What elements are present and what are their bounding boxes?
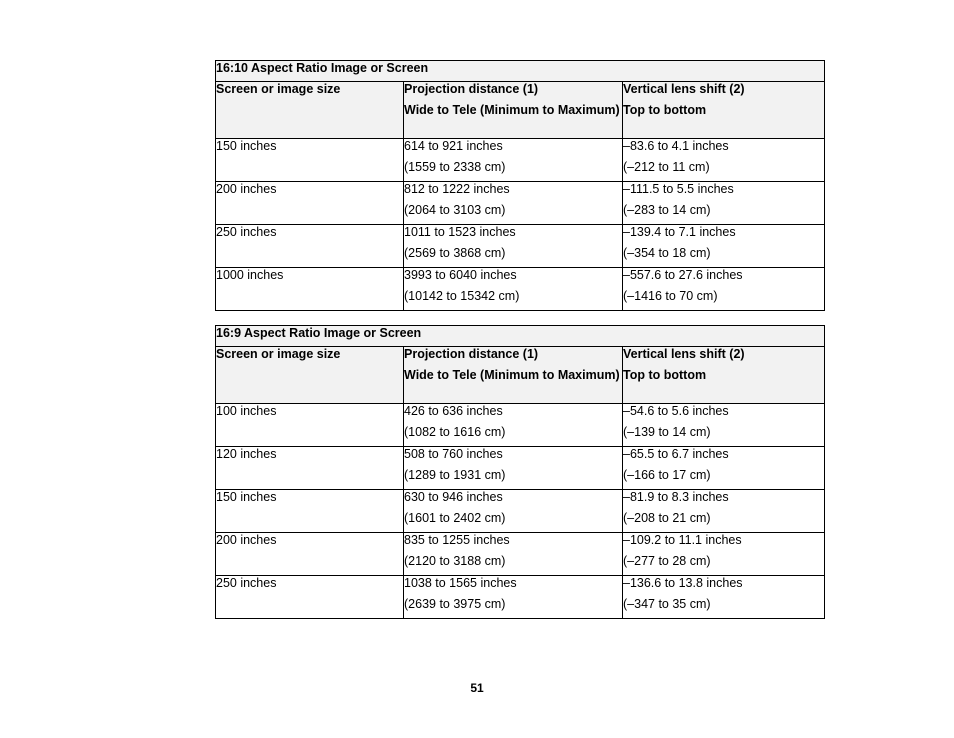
shift-inches: –557.6 to 27.6 inches <box>623 268 743 282</box>
shift-inches: –81.9 to 8.3 inches <box>623 490 729 504</box>
cell-distance <box>404 139 623 182</box>
distance-cm: (1559 to 2338 cm) <box>404 160 506 174</box>
cell-shift <box>623 533 825 576</box>
aspect-ratio-table-16-10 <box>215 60 825 311</box>
distance-inches: 3993 to 6040 inches <box>404 268 517 282</box>
table-header-row <box>216 82 825 139</box>
shift-cm: (–354 to 18 cm) <box>623 246 711 260</box>
cell-size: 1000 inches <box>216 268 404 311</box>
cell-distance <box>404 533 623 576</box>
cell-distance <box>404 268 623 311</box>
header-label: Vertical lens shift (2) <box>623 347 745 361</box>
distance-inches: 426 to 636 inches <box>404 404 503 418</box>
header-projection-distance <box>404 82 623 139</box>
header-label: Projection distance (1) <box>404 82 539 96</box>
table-row <box>216 139 825 182</box>
cell-distance <box>404 182 623 225</box>
shift-inches: –109.2 to 11.1 inches <box>623 533 742 547</box>
cell-shift <box>623 490 825 533</box>
cell-size: 200 inches <box>216 182 404 225</box>
cell-distance <box>404 447 623 490</box>
cell-shift <box>623 139 825 182</box>
distance-inches: 1038 to 1565 inches <box>404 576 517 590</box>
table-row <box>216 404 825 447</box>
table-row <box>216 225 825 268</box>
shift-inches: –54.6 to 5.6 inches <box>623 404 729 418</box>
distance-inches: 1011 to 1523 inches <box>404 225 516 239</box>
header-screen-size <box>216 347 404 404</box>
header-label: Screen or image size <box>216 82 341 96</box>
shift-cm: (–208 to 21 cm) <box>623 511 711 525</box>
distance-cm: (1601 to 2402 cm) <box>404 511 506 525</box>
cell-shift <box>623 576 825 619</box>
header-lens-shift <box>623 347 825 404</box>
shift-cm: (–277 to 28 cm) <box>623 554 711 568</box>
cell-size: 250 inches <box>216 576 404 619</box>
distance-cm: (2120 to 3188 cm) <box>404 554 506 568</box>
cell-size: 200 inches <box>216 533 404 576</box>
cell-shift <box>623 268 825 311</box>
table-title-row <box>216 61 825 82</box>
header-screen-size <box>216 82 404 139</box>
cell-shift <box>623 447 825 490</box>
shift-inches: –111.5 to 5.5 inches <box>623 182 734 196</box>
page-number: 51 <box>470 681 484 695</box>
shift-inches: –139.4 to 7.1 inches <box>623 225 736 239</box>
header-lens-shift <box>623 82 825 139</box>
distance-cm: (2064 to 3103 cm) <box>404 203 506 217</box>
header-sublabel: Top to bottom <box>623 368 707 382</box>
shift-cm: (–1416 to 70 cm) <box>623 289 718 303</box>
header-sublabel: Wide to Tele (Minimum to Maximum) <box>404 368 620 382</box>
shift-cm: (–166 to 17 cm) <box>623 468 711 482</box>
aspect-ratio-table-16-9 <box>215 325 825 619</box>
shift-inches: –136.6 to 13.8 inches <box>623 576 743 590</box>
cell-size: 100 inches <box>216 404 404 447</box>
shift-cm: (–139 to 14 cm) <box>623 425 711 439</box>
table-title-row <box>216 326 825 347</box>
shift-inches: –83.6 to 4.1 inches <box>623 139 729 153</box>
distance-cm: (10142 to 15342 cm) <box>404 289 520 303</box>
cell-distance <box>404 576 623 619</box>
cell-distance <box>404 225 623 268</box>
distance-inches: 614 to 921 inches <box>404 139 503 153</box>
header-label: Vertical lens shift (2) <box>623 82 745 96</box>
table-row <box>216 490 825 533</box>
cell-distance <box>404 404 623 447</box>
table-row <box>216 447 825 490</box>
shift-cm: (–347 to 35 cm) <box>623 597 711 611</box>
table-title: 16:10 Aspect Ratio Image or Screen <box>216 61 825 82</box>
cell-size: 120 inches <box>216 447 404 490</box>
cell-distance <box>404 490 623 533</box>
table-row <box>216 533 825 576</box>
cell-size: 150 inches <box>216 139 404 182</box>
distance-cm: (2569 to 3868 cm) <box>404 246 506 260</box>
shift-cm: (–283 to 14 cm) <box>623 203 711 217</box>
table-header-row <box>216 347 825 404</box>
table-row <box>216 268 825 311</box>
distance-inches: 812 to 1222 inches <box>404 182 510 196</box>
header-label: Projection distance (1) <box>404 347 539 361</box>
header-sublabel: Wide to Tele (Minimum to Maximum) <box>404 103 620 117</box>
cell-size: 150 inches <box>216 490 404 533</box>
shift-cm: (–212 to 11 cm) <box>623 160 710 174</box>
header-label: Screen or image size <box>216 347 341 361</box>
distance-inches: 835 to 1255 inches <box>404 533 510 547</box>
table-title: 16:9 Aspect Ratio Image or Screen <box>216 326 825 347</box>
header-projection-distance <box>404 347 623 404</box>
cell-shift <box>623 182 825 225</box>
cell-size: 250 inches <box>216 225 404 268</box>
table-row <box>216 576 825 619</box>
cell-shift <box>623 225 825 268</box>
distance-cm: (1289 to 1931 cm) <box>404 468 506 482</box>
distance-cm: (2639 to 3975 cm) <box>404 597 506 611</box>
distance-cm: (1082 to 1616 cm) <box>404 425 506 439</box>
distance-inches: 630 to 946 inches <box>404 490 503 504</box>
shift-inches: –65.5 to 6.7 inches <box>623 447 729 461</box>
distance-inches: 508 to 760 inches <box>404 447 503 461</box>
table-row <box>216 182 825 225</box>
cell-shift <box>623 404 825 447</box>
header-sublabel: Top to bottom <box>623 103 707 117</box>
